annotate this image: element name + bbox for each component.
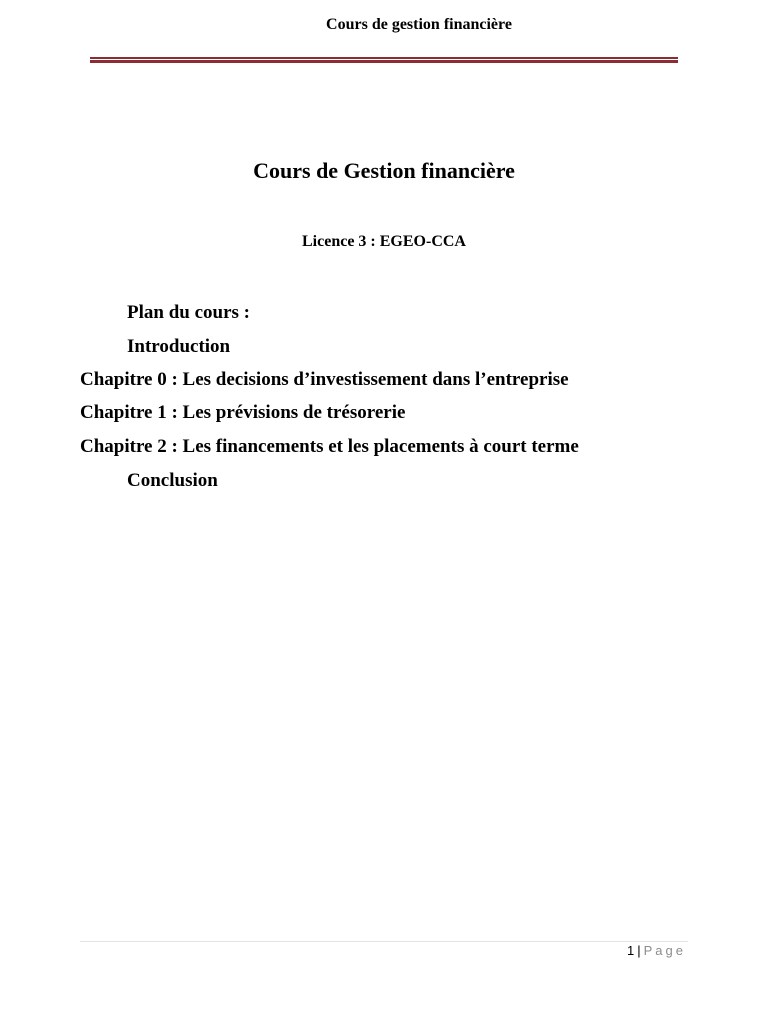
page-separator: | [637,943,641,958]
footer-rule [80,941,688,942]
page-footer [627,943,686,958]
plan-item-chapitre-0: Chapitre 0 : Les decisions d’investissement dans l’entreprise [80,369,569,390]
document-title: Cours de Gestion financière [253,158,515,183]
page-word: Page [643,943,686,958]
header-rule-thin [90,57,678,59]
plan-item-conclusion: Conclusion [127,470,218,491]
page-number: 1 [627,943,635,958]
header-rule-thick [90,60,678,63]
plan-item-introduction: Introduction [127,336,231,357]
header-title: Cours de gestion financière [326,16,512,33]
plan-item-chapitre-1: Chapitre 1 : Les prévisions de trésorerie [80,402,406,423]
document-subtitle: Licence 3 : EGEO-CCA [302,233,466,250]
plan-item-chapitre-2: Chapitre 2 : Les financements et les placements à court terme [80,436,579,457]
plan-heading: Plan du cours : [127,302,250,323]
